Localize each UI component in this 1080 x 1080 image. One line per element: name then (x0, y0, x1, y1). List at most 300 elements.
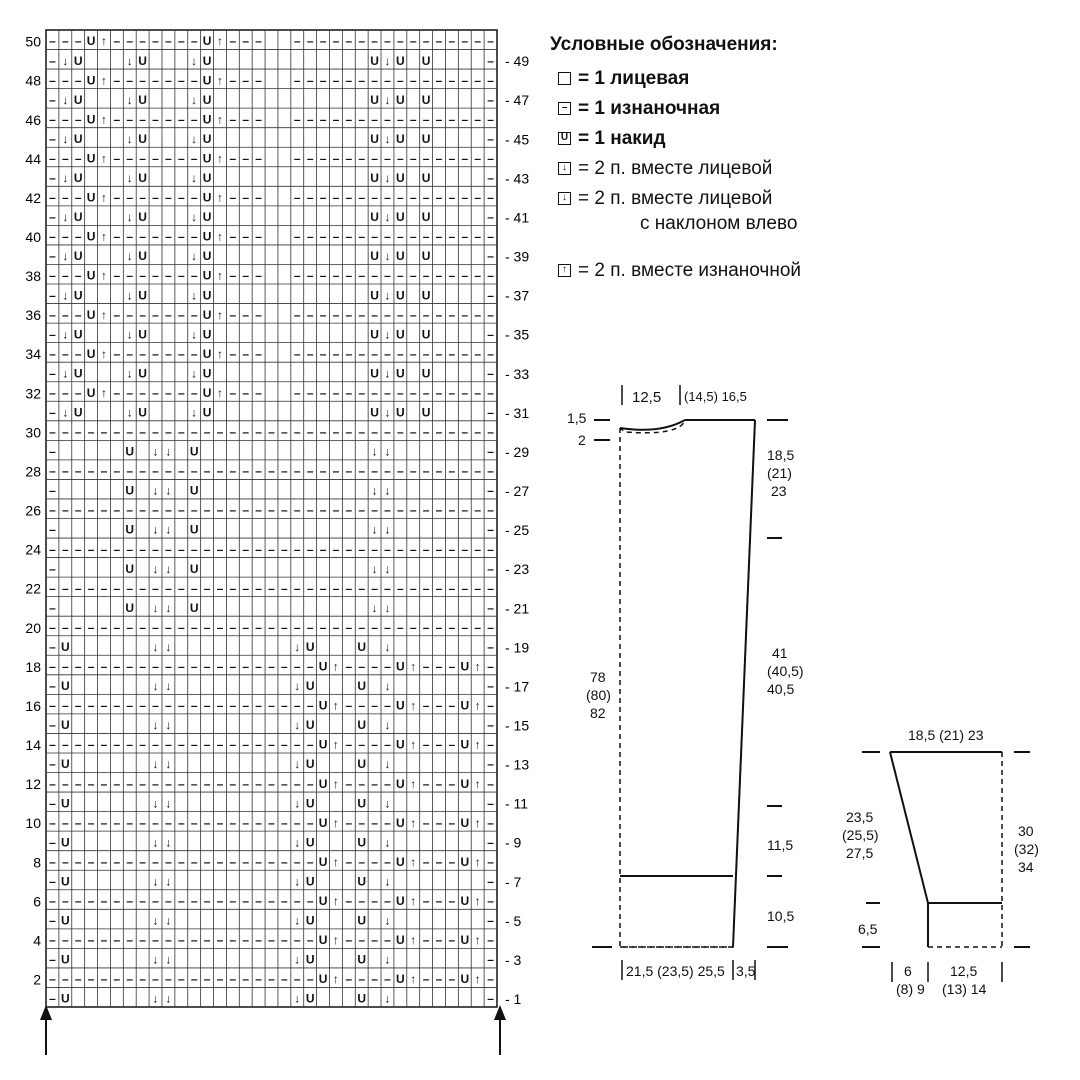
stitch-dash-icon: – (49, 190, 56, 205)
body-bottom-extra: 3,5 (736, 963, 756, 979)
stitch-dash-icon: – (409, 385, 417, 400)
stitch-dash-icon: – (113, 894, 121, 909)
stitch-dash-icon: – (319, 464, 327, 479)
sleeve-left-slope (890, 752, 928, 903)
stitch-dash-icon: – (384, 698, 391, 713)
stitch-p2tog-icon: ↑ (332, 815, 339, 830)
stitch-ssk-icon: ↓ (294, 679, 301, 694)
stitch-dash-icon: – (306, 346, 314, 361)
stitch-dash-icon: – (126, 737, 134, 752)
row-label-left: 4 (33, 932, 41, 949)
stitch-dash-icon: – (358, 73, 366, 88)
stitch-dash-icon: – (87, 503, 95, 518)
stitch-dash-icon: – (345, 268, 353, 283)
stitch-dash-icon: – (61, 581, 69, 596)
stitch-dash-icon: – (332, 346, 340, 361)
stitch-dash-icon: – (139, 854, 146, 869)
stitch-dash-icon: – (487, 561, 494, 576)
stitch-U-icon: U (202, 229, 212, 244)
stitch-dash-icon: – (461, 73, 469, 88)
stitch-dash-icon: – (87, 933, 95, 948)
stitch-dash-icon: – (152, 776, 159, 791)
stitch-k2tog-icon: ↓ (152, 796, 159, 811)
stitch-dash-icon: – (177, 698, 185, 713)
stitch-ssk-icon: ↓ (62, 366, 69, 381)
stitch-U-icon: U (370, 131, 379, 146)
row-label-right: - 1 (505, 991, 522, 1008)
stitch-U-icon: U (202, 210, 212, 225)
stitch-dash-icon: – (74, 307, 82, 322)
stitch-p2tog-icon: ↑ (100, 346, 107, 361)
stitch-dash-icon: – (487, 229, 494, 244)
stitch-ssk-icon: ↓ (165, 522, 172, 537)
stitch-ssk-icon: ↓ (165, 913, 172, 928)
stitch-dash-icon: – (255, 933, 262, 948)
stitch-dash-icon: – (190, 307, 198, 322)
stitch-dash-icon: – (177, 620, 185, 635)
stitch-dash-icon: – (281, 854, 288, 869)
stitch-U-icon: U (421, 366, 431, 381)
stitch-ssk-icon: ↓ (294, 913, 301, 928)
stitch-U-icon: U (357, 874, 367, 889)
stitch-dash-icon: – (229, 659, 237, 674)
stitch-dash-icon: – (358, 737, 366, 752)
row-label-left: 34 (25, 346, 41, 363)
stitch-dash-icon: – (61, 737, 69, 752)
stitch-dash-icon: – (229, 346, 237, 361)
stitch-dash-icon: – (422, 933, 430, 948)
stitch-U-icon: U (396, 131, 405, 146)
stitch-U-icon: U (60, 835, 70, 850)
stitch-ssk-icon: ↓ (191, 53, 198, 68)
stitch-dash-icon: – (61, 894, 69, 909)
stitch-dash-icon: – (152, 190, 159, 205)
stitch-dash-icon: – (126, 854, 134, 869)
stitch-p2tog-icon: ↑ (216, 268, 223, 283)
stitch-dash-icon: – (61, 112, 69, 127)
row-label-right: - 39 (505, 248, 530, 265)
stitch-ssk-icon: ↓ (165, 600, 172, 615)
stitch-dash-icon: – (487, 952, 494, 967)
stitch-dash-icon: – (126, 620, 134, 635)
stitch-dash-icon: – (61, 698, 69, 713)
stitch-U-icon: U (60, 913, 70, 928)
stitch-dash-icon: – (306, 503, 314, 518)
stitch-dash-icon: – (384, 581, 391, 596)
stitch-dash-icon: – (474, 34, 482, 49)
stitch-dash-icon: – (345, 933, 353, 948)
stitch-ssk-icon: ↓ (165, 796, 172, 811)
stitch-dash-icon: – (397, 464, 404, 479)
stitch-dash-icon: – (487, 405, 494, 420)
stitch-dash-icon: – (293, 815, 301, 830)
stitch-dash-icon: – (345, 385, 353, 400)
stitch-dash-icon: – (242, 385, 250, 400)
body-top-neck: (14,5) 16,5 (684, 389, 747, 404)
stitch-dash-icon: – (319, 73, 327, 88)
body-right-4: 10,5 (767, 908, 795, 924)
stitch-dash-icon: – (384, 307, 391, 322)
stitch-dash-icon: – (397, 151, 404, 166)
stitch-dash-icon: – (165, 776, 172, 791)
stitch-dash-icon: – (203, 542, 211, 557)
stitch-dash-icon: – (474, 73, 482, 88)
row-label-right: - 41 (505, 209, 530, 226)
stitch-dash-icon: – (268, 854, 275, 869)
stitch-dash-icon: – (487, 483, 494, 498)
stitch-dash-icon: – (126, 425, 134, 440)
stitch-ssk-icon: ↓ (384, 366, 391, 381)
stitch-dash-icon: – (487, 307, 494, 322)
stitch-dash-icon: – (371, 268, 378, 283)
stitch-dash-icon: – (487, 600, 494, 615)
stitch-dash-icon: – (255, 581, 262, 596)
stitch-U-icon: U (73, 249, 83, 264)
stitch-dash-icon: – (152, 151, 159, 166)
stitch-dash-icon: – (384, 385, 391, 400)
stitch-dash-icon: – (242, 620, 250, 635)
stitch-dash-icon: – (61, 933, 69, 948)
stitch-ssk-icon: ↓ (191, 405, 198, 420)
stitch-dash-icon: – (49, 600, 56, 615)
body-left-len-a: 78 (590, 669, 606, 685)
stitch-U-icon: U (86, 307, 96, 322)
stitch-U-icon: U (318, 698, 328, 713)
stitch-U-icon: U (138, 288, 147, 303)
stitch-ssk-icon: ↓ (62, 288, 69, 303)
stitch-p2tog-icon: ↑ (474, 737, 481, 752)
stitch-dash-icon: – (422, 737, 430, 752)
body-left-len-b: (80) (586, 687, 611, 703)
stitch-U-icon: U (60, 952, 70, 967)
stitch-ssk-icon: ↓ (384, 405, 391, 420)
stitch-U-icon: U (202, 171, 212, 186)
stitch-dash-icon: – (113, 73, 121, 88)
stitch-dash-icon: – (74, 268, 82, 283)
stitch-dash-icon: – (152, 346, 159, 361)
stitch-dash-icon: – (448, 425, 456, 440)
row-label-right: - 29 (505, 443, 530, 460)
stitch-dash-icon: – (487, 444, 494, 459)
stitch-dash-icon: – (190, 151, 198, 166)
k2tog-symbol-icon: ↓ (558, 162, 571, 175)
stitch-dash-icon: – (229, 34, 237, 49)
stitch-dash-icon: – (203, 659, 211, 674)
stitch-U-icon: U (202, 34, 212, 49)
stitch-ssk-icon: ↓ (384, 288, 391, 303)
stitch-dash-icon: – (448, 268, 456, 283)
stitch-U-icon: U (396, 698, 405, 713)
stitch-dash-icon: – (435, 346, 443, 361)
stitch-dash-icon: – (165, 854, 172, 869)
stitch-dash-icon: – (229, 73, 237, 88)
stitch-dash-icon: – (461, 307, 469, 322)
stitch-dash-icon: – (152, 698, 159, 713)
stitch-dash-icon: – (49, 796, 56, 811)
stitch-dash-icon: – (49, 835, 56, 850)
stitch-dash-icon: – (61, 620, 69, 635)
stitch-dash-icon: – (306, 307, 314, 322)
stitch-dash-icon: – (487, 171, 494, 186)
stitch-ssk-icon: ↓ (165, 757, 172, 772)
stitch-dash-icon: – (242, 229, 250, 244)
row-label-right: - 31 (505, 404, 530, 421)
legend-item-knit (550, 64, 1070, 94)
stitch-dash-icon: – (293, 34, 301, 49)
stitch-dash-icon: – (190, 268, 198, 283)
stitch-dash-icon: – (358, 854, 366, 869)
stitch-dash-icon: – (281, 464, 288, 479)
stitch-ssk-icon: ↓ (165, 991, 172, 1006)
stitch-U-icon: U (396, 659, 405, 674)
stitch-dash-icon: – (113, 581, 121, 596)
stitch-U-icon: U (370, 288, 379, 303)
stitch-dash-icon: – (229, 307, 237, 322)
stitch-U-icon: U (305, 874, 315, 889)
stitch-dash-icon: – (242, 151, 250, 166)
stitch-dash-icon: – (487, 796, 494, 811)
body-top-shoulder: 12,5 (632, 389, 662, 406)
stitch-dash-icon: – (345, 464, 353, 479)
stitch-dash-icon: – (409, 307, 417, 322)
stitch-p2tog-icon: ↑ (410, 933, 417, 948)
stitch-dash-icon: – (306, 425, 314, 440)
stitch-p2tog-icon: ↑ (332, 737, 339, 752)
stitch-dash-icon: – (487, 288, 494, 303)
stitch-U-icon: U (396, 933, 405, 948)
stitch-dash-icon: – (216, 503, 224, 518)
stitch-dash-icon: – (49, 698, 56, 713)
stitch-dash-icon: – (165, 34, 172, 49)
stitch-U-icon: U (202, 249, 212, 264)
stitch-U-icon: U (370, 405, 379, 420)
stitch-dash-icon: – (461, 112, 469, 127)
row-label-right: - 3 (505, 951, 522, 968)
stitch-dash-icon: – (165, 542, 172, 557)
stitch-dash-icon: – (203, 581, 211, 596)
stitch-p2tog-icon: ↑ (100, 268, 107, 283)
stitch-dash-icon: – (384, 112, 391, 127)
body-right-2b: (40,5) (767, 663, 804, 679)
stitch-dash-icon: – (435, 815, 443, 830)
stitch-k2tog-icon: ↓ (371, 522, 378, 537)
stitch-dash-icon: – (74, 698, 82, 713)
stitch-dash-icon: – (268, 933, 275, 948)
stitch-dash-icon: – (358, 933, 366, 948)
stitch-U-icon: U (189, 483, 199, 498)
stitch-dash-icon: – (74, 737, 82, 752)
stitch-dash-icon: – (409, 346, 417, 361)
stitch-dash-icon: – (422, 776, 430, 791)
stitch-dash-icon: – (216, 776, 224, 791)
stitch-dash-icon: – (190, 620, 198, 635)
stitch-dash-icon: – (49, 757, 56, 772)
stitch-dash-icon: – (126, 581, 134, 596)
stitch-dash-icon: – (461, 229, 469, 244)
stitch-dash-icon: – (49, 815, 56, 830)
body-right-2c: 40,5 (767, 681, 795, 697)
stitch-U-icon: U (421, 92, 431, 107)
stitch-dash-icon: – (242, 503, 250, 518)
stitch-dash-icon: – (306, 933, 314, 948)
stitch-k2tog-icon: ↓ (152, 600, 159, 615)
stitch-p2tog-icon: ↑ (474, 776, 481, 791)
stitch-k2tog-icon: ↓ (152, 483, 159, 498)
stitch-ssk-icon: ↓ (62, 171, 69, 186)
stitch-dash-icon: – (49, 620, 56, 635)
stitch-dash-icon: – (358, 659, 366, 674)
stitch-dash-icon: – (165, 894, 172, 909)
stitch-U-icon: U (370, 92, 379, 107)
stitch-dash-icon: – (358, 190, 366, 205)
stitch-dash-icon: – (371, 815, 378, 830)
stitch-p2tog-icon: ↑ (474, 854, 481, 869)
stitch-dash-icon: – (332, 385, 340, 400)
stitch-dash-icon: – (49, 542, 56, 557)
stitch-dash-icon: – (152, 894, 159, 909)
stitch-dash-icon: – (177, 503, 185, 518)
stitch-k2tog-icon: ↓ (152, 522, 159, 537)
stitch-ssk-icon: ↓ (165, 835, 172, 850)
stitch-dash-icon: – (409, 503, 417, 518)
stitch-dash-icon: – (281, 581, 288, 596)
stitch-dash-icon: – (61, 972, 69, 987)
stitch-dash-icon: – (435, 776, 443, 791)
stitch-dash-icon: – (319, 307, 327, 322)
stitch-dash-icon: – (422, 385, 430, 400)
stitch-dash-icon: – (435, 854, 443, 869)
stitch-ssk-icon: ↓ (294, 639, 301, 654)
stitch-U-icon: U (202, 190, 212, 205)
stitch-U-icon: U (86, 346, 96, 361)
knit-symbol-icon (558, 72, 571, 85)
stitch-dash-icon: – (87, 659, 95, 674)
stitch-ssk-icon: ↓ (165, 874, 172, 889)
stitch-dash-icon: – (409, 34, 417, 49)
sleeve-left-a: 23,5 (846, 809, 874, 825)
stitch-dash-icon: – (332, 73, 340, 88)
stitch-dash-icon: – (358, 581, 366, 596)
stitch-U-icon: U (86, 34, 96, 49)
stitch-dash-icon: – (384, 933, 391, 948)
stitch-dash-icon: – (113, 268, 121, 283)
stitch-dash-icon: – (49, 933, 56, 948)
stitch-dash-icon: – (281, 894, 288, 909)
stitch-dash-icon: – (74, 620, 82, 635)
body-outline (620, 420, 755, 947)
stitch-ssk-icon: ↓ (384, 874, 391, 889)
row-label-right: - 23 (505, 561, 530, 578)
stitch-dash-icon: – (487, 581, 494, 596)
stitch-dash-icon: – (216, 972, 224, 987)
stitch-p2tog-icon: ↑ (474, 972, 481, 987)
stitch-dash-icon: – (422, 34, 430, 49)
stitch-dash-icon: – (242, 73, 250, 88)
stitch-dash-icon: – (49, 366, 56, 381)
stitch-dash-icon: – (487, 366, 494, 381)
stitch-dash-icon: – (87, 620, 95, 635)
stitch-dash-icon: – (487, 757, 494, 772)
stitch-ssk-icon: ↓ (384, 210, 391, 225)
stitch-p2tog-icon: ↑ (332, 854, 339, 869)
body-labels (567, 389, 804, 979)
stitch-dash-icon: – (87, 464, 95, 479)
stitch-U-icon: U (202, 92, 212, 107)
stitch-dash-icon: – (255, 503, 262, 518)
stitch-ssk-icon: ↓ (62, 327, 69, 342)
stitch-dash-icon: – (190, 776, 198, 791)
stitch-U-icon: U (396, 366, 405, 381)
stitch-dash-icon: – (190, 972, 198, 987)
stitch-dash-icon: – (190, 73, 198, 88)
stitch-dash-icon: – (113, 112, 121, 127)
stitch-dash-icon: – (422, 894, 430, 909)
stitch-U-icon: U (60, 757, 70, 772)
stitch-ssk-icon: ↓ (126, 405, 133, 420)
stitch-dash-icon: – (332, 268, 340, 283)
stitch-U-icon: U (396, 327, 405, 342)
stitch-dash-icon: – (126, 776, 134, 791)
stitch-dash-icon: – (242, 34, 250, 49)
row-label-left: 10 (25, 815, 41, 832)
stitch-dash-icon: – (384, 464, 391, 479)
row-label-left: 2 (33, 971, 41, 988)
stitch-dash-icon: – (435, 385, 443, 400)
stitch-dash-icon: – (448, 346, 456, 361)
stitch-dash-icon: – (113, 425, 121, 440)
stitch-U-icon: U (396, 972, 405, 987)
stitch-p2tog-icon: ↑ (474, 933, 481, 948)
stitch-U-icon: U (370, 327, 379, 342)
stitch-dash-icon: – (422, 307, 430, 322)
stitch-dash-icon: – (384, 346, 391, 361)
stitch-p2tog-icon: ↑ (474, 698, 481, 713)
stitch-ssk-icon: ↓ (384, 718, 391, 733)
row-label-left: 12 (25, 776, 41, 793)
stitch-dash-icon: – (152, 620, 159, 635)
stitch-dash-icon: – (216, 933, 224, 948)
p2tog-symbol-icon: ↑ (558, 264, 571, 277)
stitch-dash-icon: – (409, 620, 417, 635)
row-label-right: - 25 (505, 522, 530, 539)
stitch-dash-icon: – (345, 307, 353, 322)
stitch-dash-icon: – (487, 190, 494, 205)
stitch-U-icon: U (202, 405, 212, 420)
stitch-dash-icon: – (74, 776, 82, 791)
stitch-dash-icon: – (49, 307, 56, 322)
stitch-dash-icon: – (461, 151, 469, 166)
stitch-dash-icon: – (242, 698, 250, 713)
stitch-dash-icon: – (345, 581, 353, 596)
stitch-dash-icon: – (435, 659, 443, 674)
sleeve-right-a: 30 (1018, 823, 1034, 839)
stitch-dash-icon: – (139, 815, 146, 830)
stitch-dash-icon: – (100, 698, 108, 713)
stitch-ssk-icon: ↓ (126, 53, 133, 68)
stitch-dash-icon: – (61, 73, 69, 88)
stitch-dash-icon: – (139, 581, 146, 596)
stitch-dash-icon: – (177, 73, 185, 88)
stitch-dash-icon: – (461, 542, 469, 557)
body-schematic (592, 385, 788, 980)
stitch-dash-icon: – (448, 620, 456, 635)
stitch-dash-icon: – (487, 913, 494, 928)
stitch-k2tog-icon: ↓ (152, 757, 159, 772)
stitch-U-icon: U (305, 796, 315, 811)
sleeve-bottom-left-b: (8) 9 (896, 981, 925, 997)
stitch-dash-icon: – (487, 112, 494, 127)
stitch-dash-icon: – (113, 503, 121, 518)
